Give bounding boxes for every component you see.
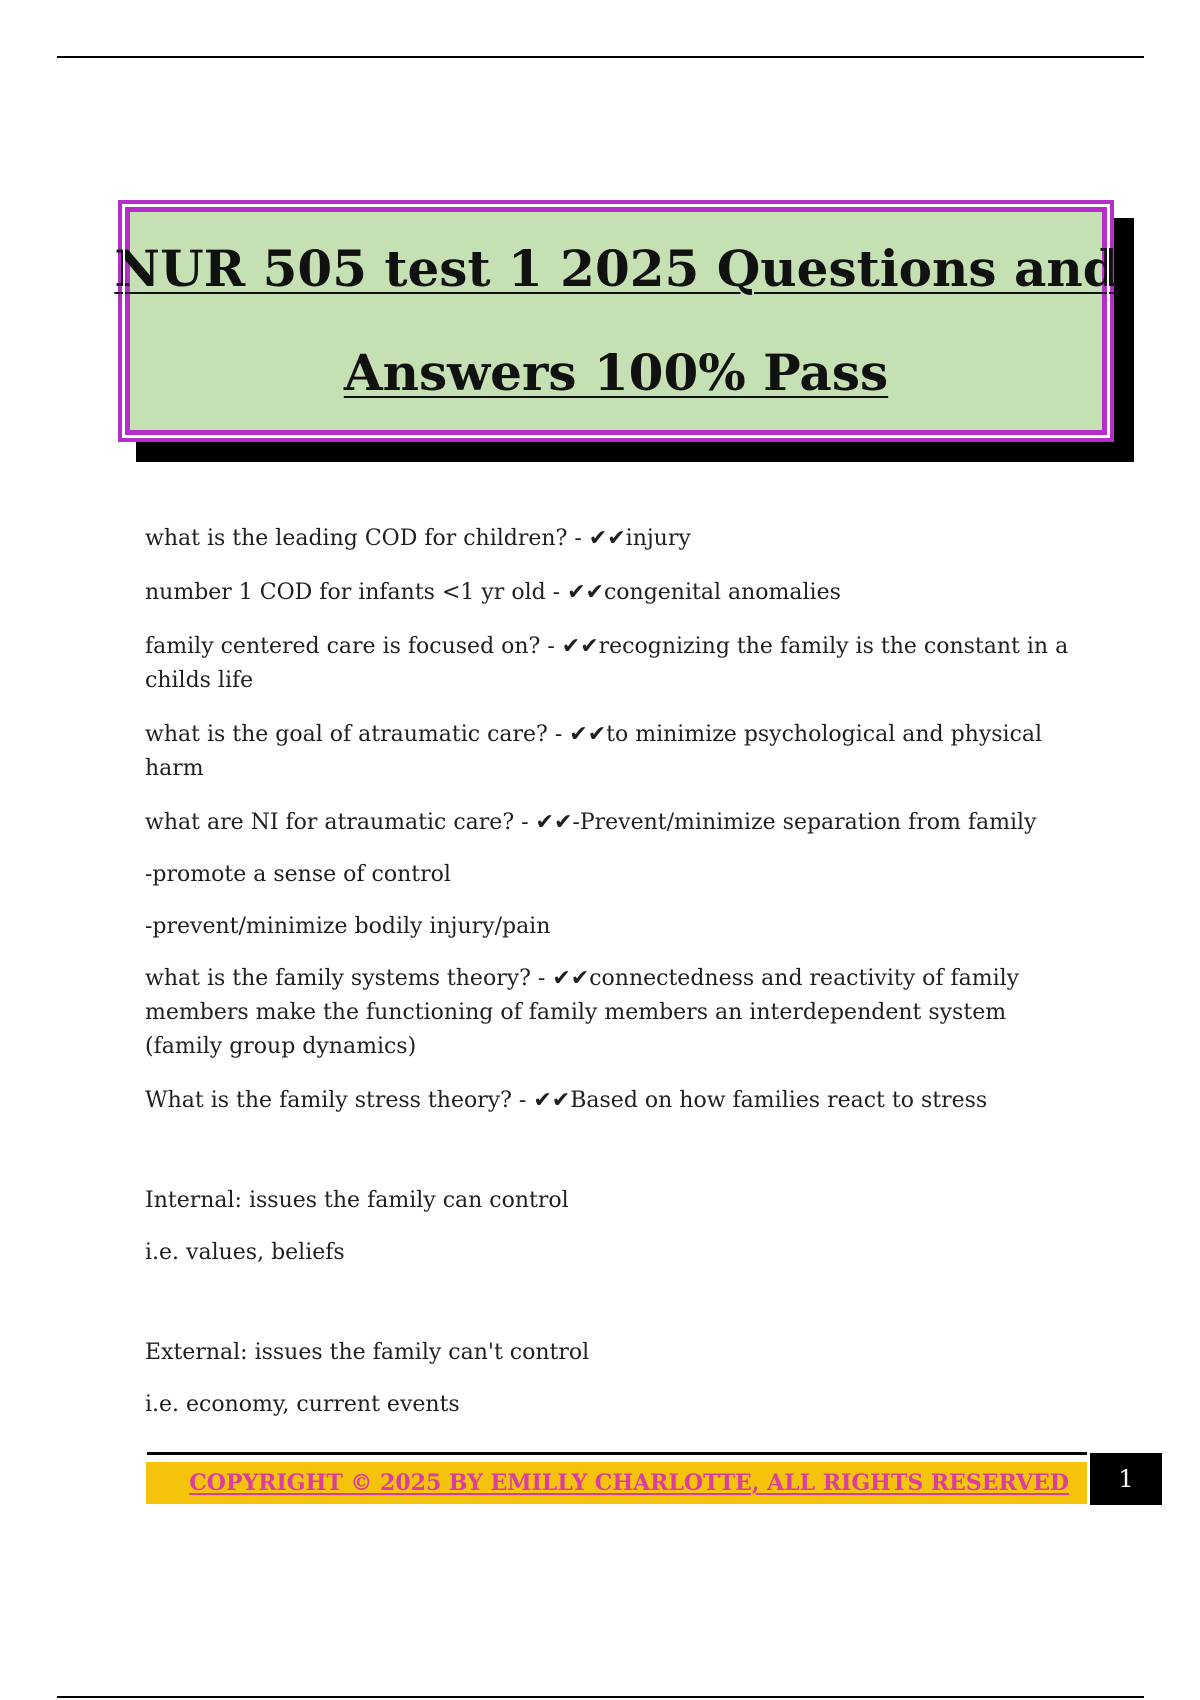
title-banner	[114, 200, 1118, 442]
copyright-notice: COPYRIGHT © 2025 BY EMILLY CHARLOTTE, ALL RIGHTS RESERVED	[189, 1470, 1069, 1496]
qa-item: what is the leading COD for children? - ✔✔injury	[145, 526, 691, 551]
qa-detail: External: issues the family can't control	[145, 1340, 590, 1365]
qa-bullet: -promote a sense of control	[145, 862, 451, 887]
qa-detail: i.e. values, beliefs	[145, 1240, 345, 1265]
qa-item: family centered care is focused on? - ✔✔recognizing the family is the constant in a childs life	[145, 634, 1069, 693]
qa-item: what is the family systems theory? - ✔✔connectedness and reactivity of family members make the functioning of family members an interdependent system (family group dynamics)	[145, 966, 1020, 1059]
footer-bar	[146, 1462, 1087, 1504]
qa-detail: i.e. economy, current events	[145, 1392, 460, 1417]
header-rule	[57, 56, 1144, 58]
title-banner-inner	[114, 207, 1118, 435]
qa-content	[145, 522, 1085, 1442]
footer-rule	[147, 1452, 1087, 1455]
qa-item: what is the goal of atraumatic care? - ✔✔to minimize psychological and physical harm	[145, 722, 1043, 781]
document-title-line-1: NUR 505 test 1 2025 Questions and	[114, 239, 1118, 298]
qa-bullet: -prevent/minimize bodily injury/pain	[145, 914, 551, 939]
document-title-line-2: Answers 100% Pass	[343, 343, 889, 402]
qa-detail: Internal: issues the family can control	[145, 1188, 569, 1213]
bottom-rule	[57, 1696, 1144, 1698]
qa-item: what are NI for atraumatic care? - ✔✔-Prevent/minimize separation from family	[145, 810, 1037, 835]
qa-item: What is the family stress theory? - ✔✔Based on how families react to stress	[145, 1088, 988, 1113]
page-number: 1	[1090, 1453, 1162, 1505]
qa-item: number 1 COD for infants <1 yr old - ✔✔congenital anomalies	[145, 580, 841, 605]
